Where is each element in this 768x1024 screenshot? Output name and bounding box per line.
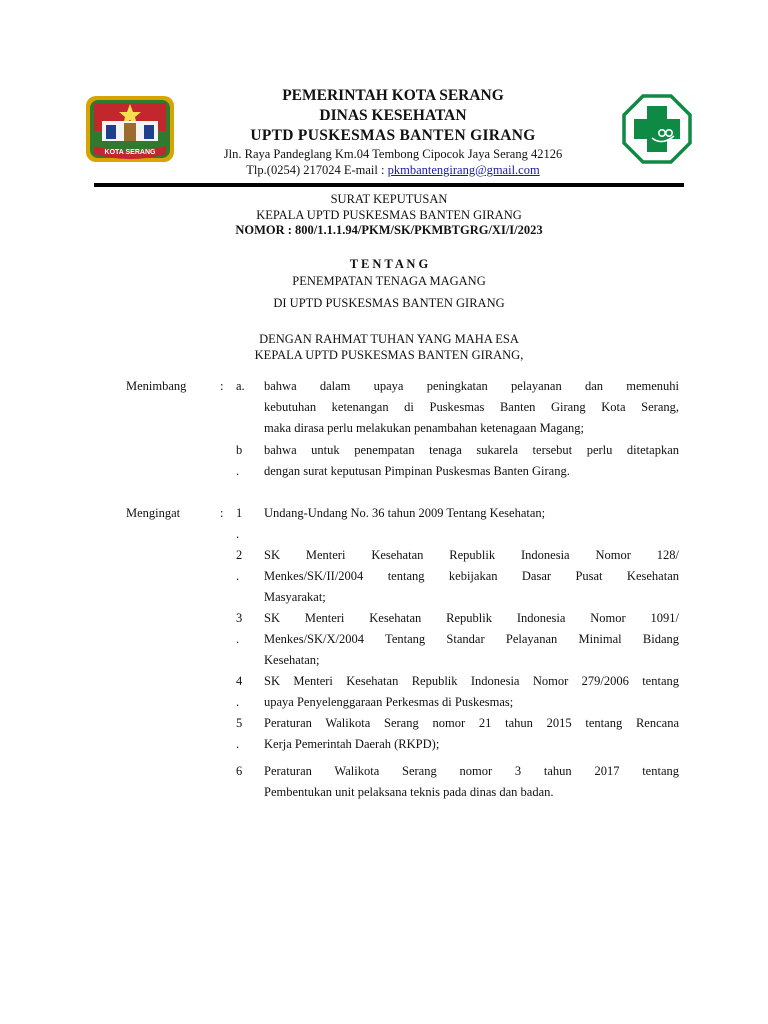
menimbang-colon: :: [220, 379, 224, 393]
item-text: [264, 376, 679, 439]
text-line: Menkes/SK/II/2004 tentang kebijakan Dasar Pusat Kesehatan: [264, 569, 679, 583]
text-line: upaya Penyelenggaraan Perkesmas di Puskesmas;: [264, 695, 514, 709]
decree-subject: [94, 256, 684, 312]
text-line: dengan surat keputusan Pimpinan Puskesmas Banten Girang.: [264, 464, 570, 478]
text-line: Menkes/SK/X/2004 Tentang Standar Pelayanan Minimal Bidang: [264, 632, 679, 646]
letterhead: [180, 86, 606, 178]
decree-issuer: KEPALA UPTD PUSKESMAS BANTEN GIRANG: [256, 207, 522, 222]
item-number: 3 .: [236, 611, 243, 646]
decree-type: SURAT KEPUTUSAN: [330, 192, 448, 206]
letterhead-divider: [94, 183, 684, 187]
text-line: SK Menteri Kesehatan Republik Indonesia Nomor 128/: [264, 548, 679, 562]
text-line: kebutuhan ketenangan di Puskesmas Banten Girang Kota Serang,: [264, 400, 679, 414]
subject-line-2: DI UPTD PUSKESMAS BANTEN GIRANG: [273, 296, 505, 310]
item-number: 4 .: [236, 674, 243, 709]
item-text: [264, 503, 679, 524]
puskesmas-logo: [622, 94, 692, 164]
text-line: Peraturan Walikota Serang nomor 21 tahun 2015 tentang Rencana: [264, 716, 679, 730]
text-line: Undang-Undang No. 36 tahun 2009 Tentang Kesehatan;: [264, 506, 546, 520]
contact-phone: Tlp.(0254) 217024 E-mail :: [246, 163, 388, 177]
text-line: Masyarakat;: [264, 590, 326, 604]
item-text: [264, 608, 679, 671]
text-line: Peraturan Walikota Serang nomor 3 tahun 2017 tentang: [264, 764, 679, 778]
item-number: 1 .: [236, 506, 243, 541]
text-line: maka dirasa perlu melakukan penambahan ketenagaan Magang;: [264, 421, 585, 435]
letterhead-contact: [180, 163, 606, 178]
item-text: [264, 671, 679, 713]
text-line: Kesehatan;: [264, 653, 320, 667]
preamble-line-1: DENGAN RAHMAT TUHAN YANG MAHA ESA: [259, 332, 519, 346]
letterhead-institution: UPTD PUSKESMAS BANTEN GIRANG: [250, 127, 536, 144]
item-text: [264, 545, 679, 608]
text-line: SK Menteri Kesehatan Republik Indonesia Nomor 1091/: [264, 611, 679, 625]
kota-serang-emblem: [84, 94, 176, 164]
letterhead-government: PEMERINTAH KOTA SERANG: [282, 87, 504, 104]
text-line: SK Menteri Kesehatan Republik Indonesia Nomor 279/2006 tentang: [264, 674, 679, 688]
item-number: 2 .: [236, 548, 243, 583]
item-number: b .: [236, 443, 243, 478]
letterhead-department: DINAS KESEHATAN: [319, 107, 467, 124]
item-text: [264, 713, 679, 755]
item-number: 5 .: [236, 716, 243, 751]
decree-title: [94, 192, 684, 239]
letterhead-address: Jln. Raya Pandeglang Km.04 Tembong Cipocok Jaya Serang 42126: [223, 147, 563, 161]
text-line: bahwa dalam upaya peningkatan pelayanan dan memenuhi: [264, 379, 679, 393]
tentang-heading: T E N T A N G: [349, 257, 429, 271]
item-text: [264, 761, 679, 803]
text-line: Kerja Pemerintah Daerah (RKPD);: [264, 737, 440, 751]
item-text: [264, 440, 679, 482]
email-link[interactable]: pkmbantengirang@gmail.com: [387, 163, 540, 177]
text-line: bahwa untuk penempatan tenaga sukarela tersebut perlu ditetapkan: [264, 443, 679, 457]
item-number: 6: [236, 764, 243, 778]
preamble: [94, 331, 684, 363]
decree-number: NOMOR : 800/1.1.1.94/PKM/SK/PKMBTGRG/XI/I/2023: [235, 223, 543, 237]
subject-line-1: PENEMPATAN TENAGA MAGANG: [292, 274, 486, 288]
emblem-caption: KOTA SERANG: [104, 149, 156, 156]
text-line: Pembentukan unit pelaksana teknis pada dinas dan badan.: [264, 785, 554, 799]
mengingat-colon: :: [220, 506, 224, 520]
mengingat-label: Mengingat: [126, 506, 181, 520]
item-number: a.: [236, 379, 245, 393]
preamble-line-2: KEPALA UPTD PUSKESMAS BANTEN GIRANG,: [254, 348, 524, 362]
menimbang-label: Menimbang: [126, 379, 187, 393]
